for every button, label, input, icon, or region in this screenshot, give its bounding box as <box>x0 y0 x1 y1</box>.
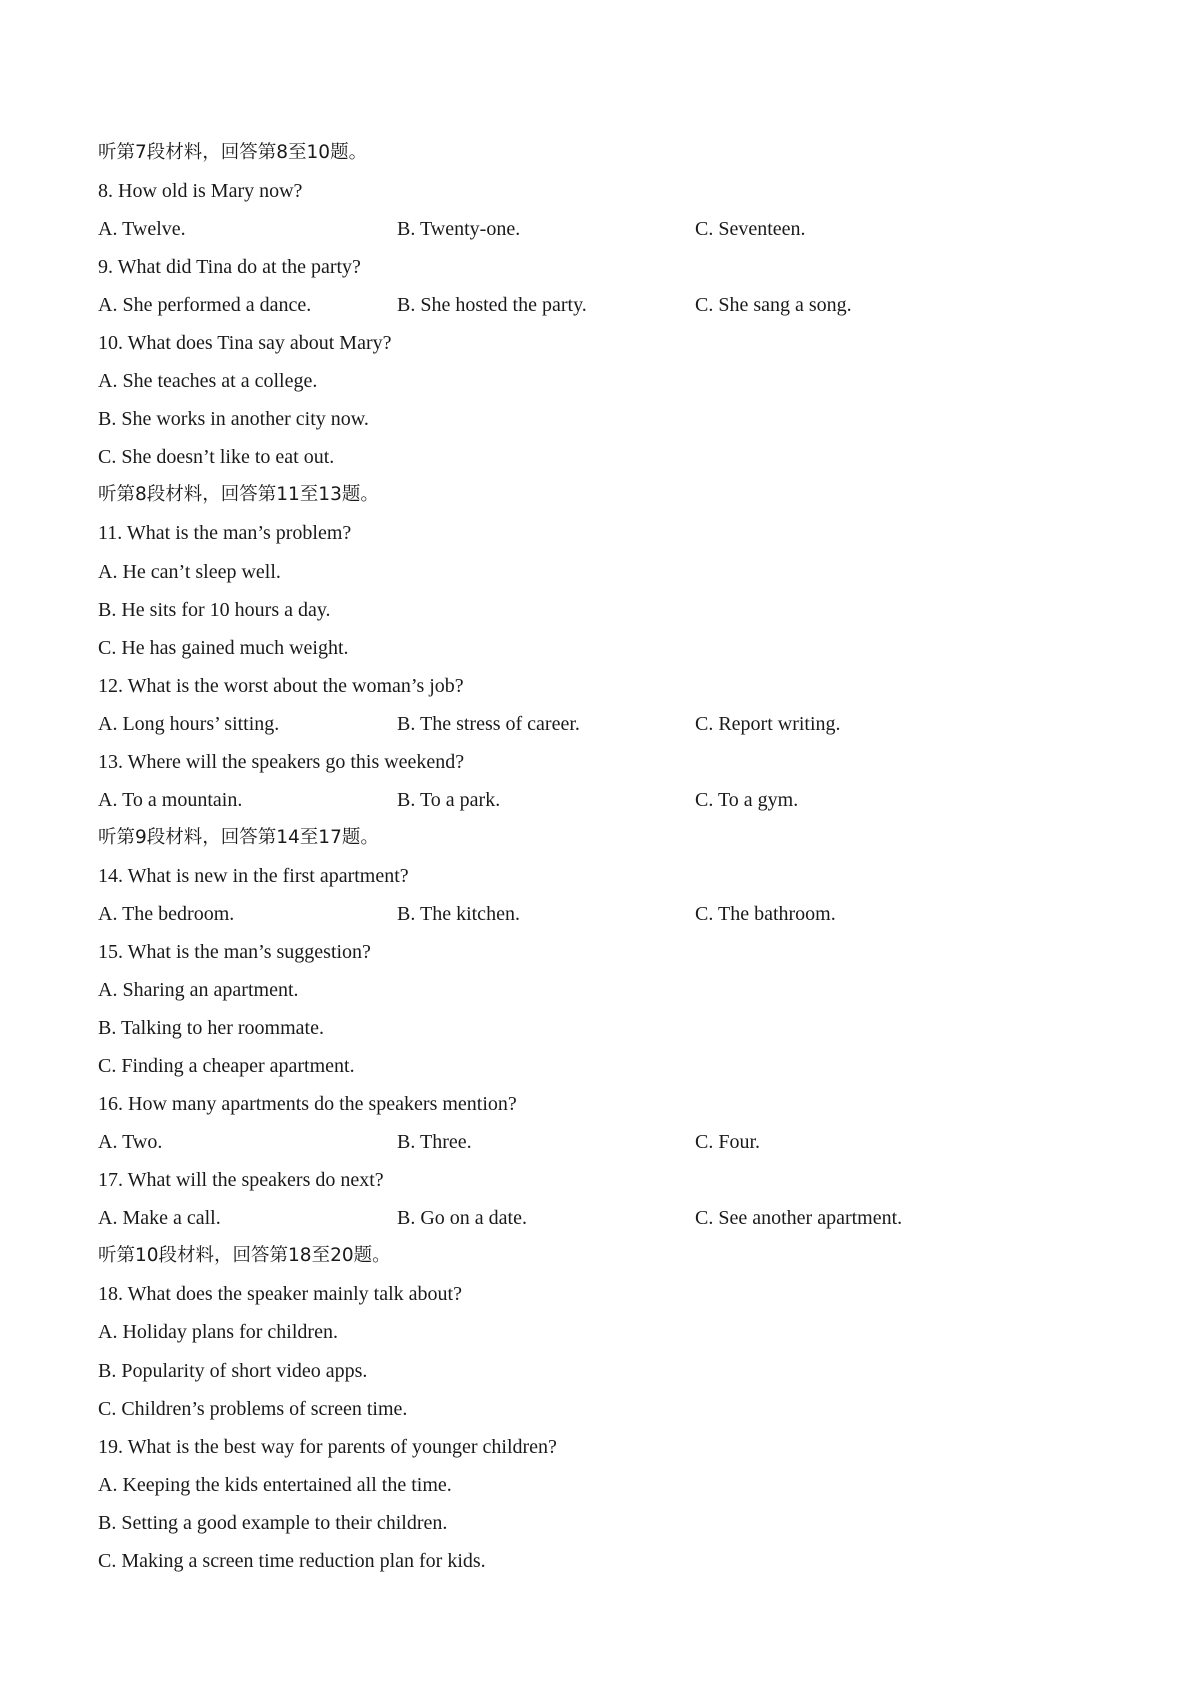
option-c: C. Report writing. <box>695 712 841 735</box>
option-a: A. He can’t sleep well. <box>98 560 281 583</box>
question-text: 17. What will the speakers do next? <box>98 1169 384 1192</box>
option-a: A. Twelve. <box>98 218 186 241</box>
option-c: C. Children’s problems of screen time. <box>98 1397 408 1420</box>
question-text: 13. Where will the speakers go this weekend? <box>98 750 465 773</box>
options-row <box>98 210 1108 248</box>
options-row <box>98 286 1108 324</box>
section-heading: 听第10段材料，回答第18至20题。 <box>98 1245 391 1267</box>
option-a: A. Make a call. <box>98 1207 221 1230</box>
option-b: B. To a park. <box>397 788 501 811</box>
options-row <box>98 1123 1108 1161</box>
option-a: A. Keeping the kids entertained all the time. <box>98 1473 452 1496</box>
option-a: A. Long hours’ sitting. <box>98 712 280 735</box>
question-text: 16. How many apartments do the speakers mention? <box>98 1093 517 1116</box>
options-row <box>98 705 1108 743</box>
question-text: 12. What is the worst about the woman’s job? <box>98 674 464 697</box>
options-row <box>98 895 1108 933</box>
option-b: B. Three. <box>397 1131 472 1154</box>
question-text: 9. What did Tina do at the party? <box>98 256 361 279</box>
option-a: A. The bedroom. <box>98 902 235 925</box>
options-row <box>98 1199 1108 1237</box>
section-heading: 听第7段材料，回答第8至10题。 <box>98 142 368 163</box>
option-b: B. He sits for 10 hours a day. <box>98 598 331 621</box>
exam-content <box>98 134 1108 1580</box>
section-heading: 听第9段材料，回答第14至17题。 <box>98 826 379 848</box>
question-text: 11. What is the man’s problem? <box>98 522 352 545</box>
option-b: B. The kitchen. <box>397 902 520 925</box>
options-row <box>98 781 1108 819</box>
option-a: A. Sharing an apartment. <box>98 979 299 1002</box>
option-b: B. Setting a good example to their children. <box>98 1511 448 1534</box>
option-c: C. Making a screen time reduction plan for kids. <box>98 1549 486 1572</box>
option-a: A. Two. <box>98 1131 163 1154</box>
option-c: C. She doesn’t like to eat out. <box>98 446 335 469</box>
option-b: B. Twenty-one. <box>397 218 521 241</box>
question-text: 18. What does the speaker mainly talk about? <box>98 1283 462 1306</box>
question-text: 15. What is the man’s suggestion? <box>98 940 371 963</box>
question-text: 10. What does Tina say about Mary? <box>98 332 392 355</box>
question-text: 8. How old is Mary now? <box>98 180 303 203</box>
option-c: C. The bathroom. <box>695 902 836 925</box>
option-b: B. The stress of career. <box>397 712 580 735</box>
option-b: B. She hosted the party. <box>397 294 587 317</box>
option-c: C. Four. <box>695 1131 761 1154</box>
section-heading: 听第8段材料，回答第11至13题。 <box>98 484 379 506</box>
option-c: C. Finding a cheaper apartment. <box>98 1055 355 1078</box>
option-c: C. See another apartment. <box>695 1207 903 1230</box>
option-b: B. Go on a date. <box>397 1207 527 1230</box>
option-a: A. She teaches at a college. <box>98 370 318 393</box>
option-b: B. Popularity of short video apps. <box>98 1359 368 1382</box>
option-a: A. To a mountain. <box>98 788 243 811</box>
option-a: A. Holiday plans for children. <box>98 1321 338 1344</box>
option-c: C. Seventeen. <box>695 218 806 241</box>
option-a: A. She performed a dance. <box>98 294 312 317</box>
option-b: B. She works in another city now. <box>98 408 369 431</box>
option-c: C. To a gym. <box>695 788 799 811</box>
question-text: 19. What is the best way for parents of younger children? <box>98 1435 557 1458</box>
option-c: C. He has gained much weight. <box>98 636 349 659</box>
question-text: 14. What is new in the first apartment? <box>98 864 409 887</box>
option-c: C. She sang a song. <box>695 294 852 317</box>
option-b: B. Talking to her roommate. <box>98 1017 324 1040</box>
